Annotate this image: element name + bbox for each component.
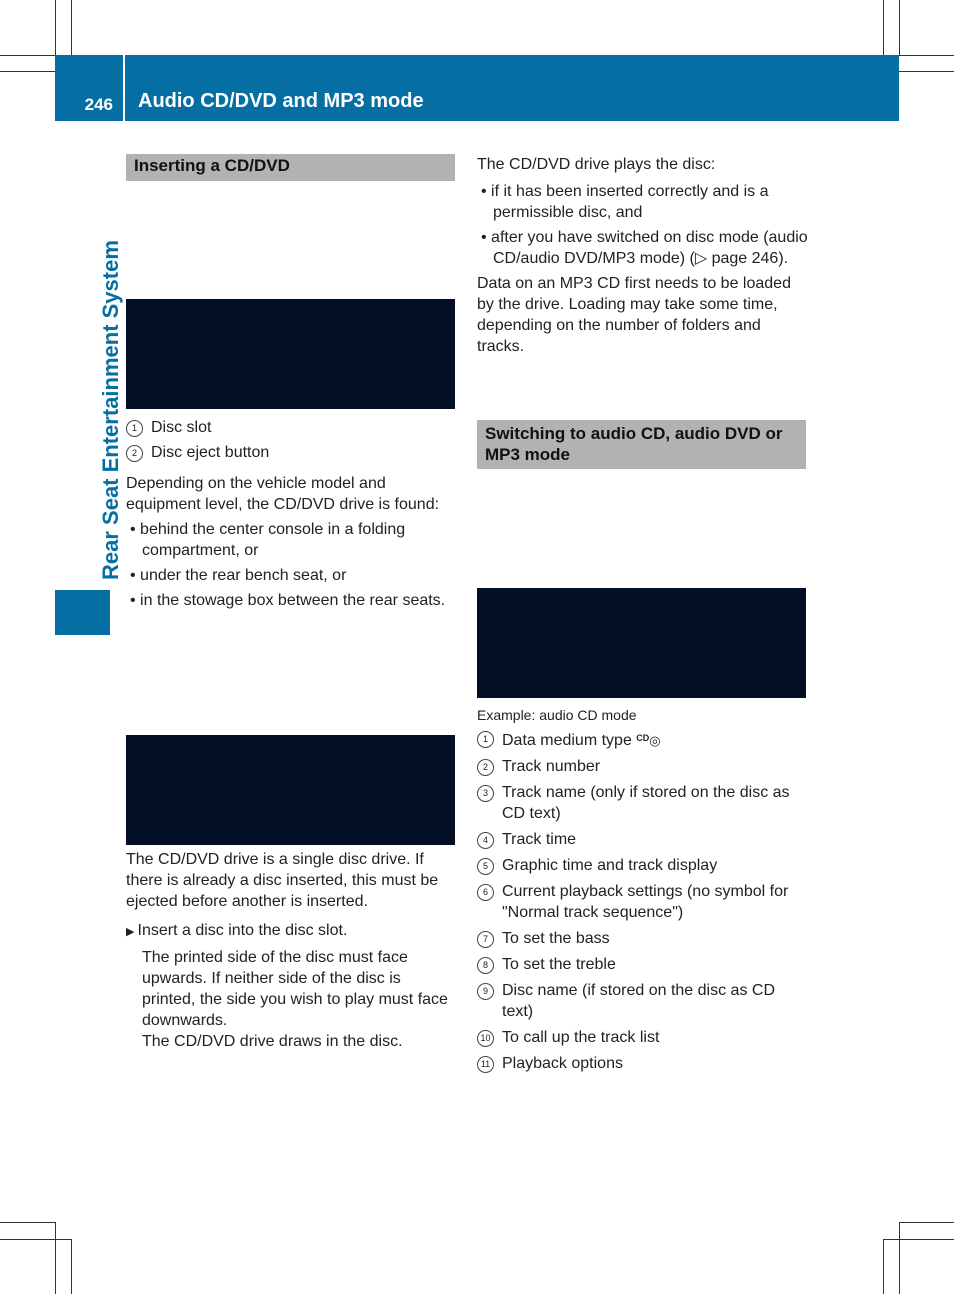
left-legend [126,417,456,463]
callout-number: 1 [477,731,494,748]
image-caption: Example: audio CD mode [477,707,637,723]
callout-number: 11 [477,1056,494,1073]
step-arrow-icon: ▶ [126,926,138,938]
callout-number: 3 [477,785,494,802]
callout-number: 6 [477,884,494,901]
step-text: Insert a disc into the disc slot. [137,922,348,939]
page-title: Audio CD/DVD and MP3 mode [138,90,424,112]
intro-text: Depending on the vehicle model and equipment level, the CD/DVD drive is found: [126,475,440,513]
crop-mark [71,0,72,55]
crop-mark [899,71,954,72]
step-result: The CD/DVD drive draws in the disc. [142,1033,403,1050]
bullet-item: • behind the center console in a folding compartment, or [126,519,458,561]
bullet-item: • after you have switched on disc mode (audio CD/audio DVD/MP3 mode) (▷ page 246). [477,227,809,269]
cd-icon: CD [636,733,650,743]
crop-mark [0,1222,55,1223]
right-legend [477,728,807,1074]
crop-mark [899,1222,954,1223]
sidebar-label: Rear Seat Entertainment System [98,240,123,580]
drive-location-image [126,735,455,845]
legend-text: Track time [502,831,577,848]
paragraph: Data on an MP3 CD first needs to be loaded by the drive. Loading may take some time, depending on the number of folders and tracks. [477,275,791,355]
legend-text: Disc slot [151,419,212,436]
callout-number: 8 [477,957,494,974]
sidebar-tab [55,590,110,635]
crop-mark [55,0,56,55]
callout-number: 4 [477,832,494,849]
crop-mark [71,1239,72,1294]
legend-text: Track name (only if stored on the disc as CD text) [502,784,790,822]
legend-text: Track number [502,758,601,775]
crop-mark [899,55,954,56]
legend-text: Data medium type [502,732,632,749]
section-heading: Switching to audio CD, audio DVD or MP3 mode [477,420,806,469]
callout-number: 1 [126,420,143,437]
bullet-item: • under the rear bench seat, or [126,565,458,586]
paragraph: The CD/DVD drive is a single disc drive. If there is already a disc inserted, this must be ejected before another is inserted. [126,851,439,910]
legend-text: To set the treble [502,956,616,973]
crop-mark [899,1222,900,1294]
callout-number: 7 [477,931,494,948]
callout-number: 2 [126,445,143,462]
intro-text: The CD/DVD drive plays the disc: [477,156,716,173]
step-note: The printed side of the disc must face upwards. If neither side of the disc is printed, the side you wish to play must face downwards. [142,949,448,1029]
legend-text: Current playback settings (no symbol for "Normal track sequence") [502,883,789,921]
crop-mark [0,1239,71,1240]
crop-mark [883,1239,884,1294]
legend-text: To call up the track list [502,1029,660,1046]
legend-text: To set the bass [502,930,610,947]
disc-slot-image [126,299,455,409]
legend-text: Disc name (if stored on the disc as CD text) [502,982,775,1020]
callout-number: 9 [477,983,494,1000]
crop-mark [0,71,55,72]
crop-mark [0,55,55,56]
disc-icon: ◎ [649,733,661,748]
legend-text: Playback options [502,1055,623,1072]
callout-number: 2 [477,759,494,776]
callout-number: 10 [477,1030,494,1047]
page-number: 246 [55,55,125,121]
crop-mark [883,0,884,55]
crop-mark [899,0,900,55]
audio-cd-screen-image [477,588,806,698]
bullet-item: • in the stowage box between the rear seats. [126,590,458,611]
crop-mark [883,1239,954,1240]
bullet-item: • if it has been inserted correctly and is a permissible disc, and [477,181,809,223]
legend-text: Disc eject button [151,444,270,461]
crop-mark [55,1222,56,1294]
section-heading: Inserting a CD/DVD [126,154,455,181]
legend-text: Graphic time and track display [502,857,718,874]
callout-number: 5 [477,858,494,875]
